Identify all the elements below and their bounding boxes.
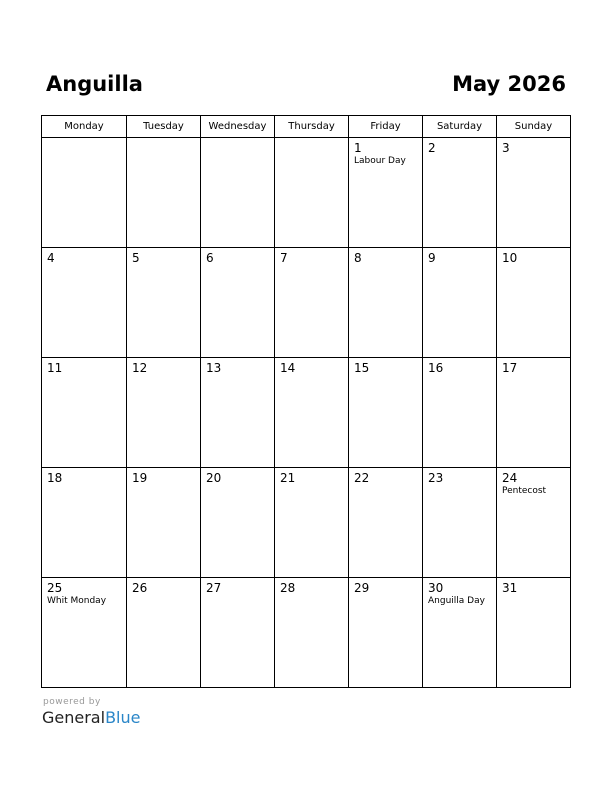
day-cell — [497, 358, 571, 468]
day-number: 20 — [206, 471, 222, 485]
holiday-label — [497, 595, 570, 596]
day-cell — [127, 358, 201, 468]
day-cell — [42, 138, 127, 248]
holiday-label — [497, 155, 570, 156]
day-number: 15 — [354, 361, 370, 375]
day-cell — [349, 248, 423, 358]
day-number: 31 — [502, 581, 518, 595]
holiday-label — [127, 141, 200, 142]
day-cell — [275, 358, 349, 468]
day-number: 11 — [47, 361, 63, 375]
week-row — [42, 468, 571, 578]
holiday-label — [497, 265, 570, 266]
day-number: 7 — [280, 251, 288, 265]
holiday-label — [201, 265, 274, 266]
day-cell — [497, 578, 571, 688]
day-number: 12 — [132, 361, 148, 375]
day-cell — [423, 248, 497, 358]
day-cell — [42, 578, 127, 688]
day-number: 16 — [428, 361, 444, 375]
day-cell — [349, 358, 423, 468]
holiday-label — [201, 141, 274, 142]
weekday-saturday: Saturday — [423, 116, 497, 138]
holiday-label — [275, 375, 348, 376]
day-number: 10 — [502, 251, 518, 265]
holiday-label — [42, 141, 126, 142]
generalblue-logo[interactable] — [42, 708, 140, 728]
holiday-label — [201, 375, 274, 376]
day-cell — [42, 248, 127, 358]
holiday-label — [42, 485, 126, 486]
day-cell — [201, 248, 275, 358]
weekday-wednesday: Wednesday — [201, 116, 275, 138]
holiday-label — [127, 375, 200, 376]
weekday-header-row — [42, 116, 571, 138]
holiday-label — [349, 595, 422, 596]
day-number: 21 — [280, 471, 296, 485]
holiday-label: Anguilla Day — [428, 596, 485, 606]
holiday-label — [423, 485, 496, 486]
weekday-monday: Monday — [42, 116, 127, 138]
holiday-label — [127, 485, 200, 486]
holiday-label — [275, 595, 348, 596]
day-number: 26 — [132, 581, 148, 595]
brand-blue-text: Blue — [105, 708, 141, 727]
day-cell — [201, 578, 275, 688]
holiday-label: Labour Day — [354, 156, 406, 166]
calendar-grid — [41, 115, 571, 688]
day-number: 1 — [354, 141, 362, 155]
day-number: 3 — [502, 141, 510, 155]
holiday-label — [275, 485, 348, 486]
day-number: 30 — [428, 581, 444, 595]
holiday-label — [201, 485, 274, 486]
day-number: 8 — [354, 251, 362, 265]
holiday-label — [275, 141, 348, 142]
day-cell — [42, 468, 127, 578]
holiday-label — [349, 485, 422, 486]
day-cell — [349, 468, 423, 578]
holiday-label — [275, 265, 348, 266]
holiday-label: Pentecost — [502, 486, 547, 496]
week-row — [42, 248, 571, 358]
day-number: 17 — [502, 361, 518, 375]
day-number: 2 — [428, 141, 436, 155]
day-cell — [127, 138, 201, 248]
day-cell — [275, 468, 349, 578]
holiday-label — [423, 265, 496, 266]
holiday-label — [127, 595, 200, 596]
holiday-label — [127, 265, 200, 266]
day-number: 29 — [354, 581, 370, 595]
holiday-label — [42, 375, 126, 376]
week-row — [42, 578, 571, 688]
holiday-label — [201, 595, 274, 596]
day-number: 6 — [206, 251, 214, 265]
day-number: 14 — [280, 361, 296, 375]
holiday-label — [497, 375, 570, 376]
holiday-label: Whit Monday — [47, 596, 107, 606]
day-number: 9 — [428, 251, 436, 265]
day-number: 22 — [354, 471, 370, 485]
day-cell — [201, 468, 275, 578]
day-cell — [423, 358, 497, 468]
day-cell — [497, 468, 571, 578]
day-number: 24 — [502, 471, 518, 485]
day-cell — [42, 358, 127, 468]
day-number: 23 — [428, 471, 444, 485]
powered-by-label: powered by — [43, 697, 101, 707]
week-row — [42, 358, 571, 468]
day-cell — [349, 138, 423, 248]
weekday-thursday: Thursday — [275, 116, 349, 138]
day-cell — [497, 138, 571, 248]
weekday-tuesday: Tuesday — [127, 116, 201, 138]
day-cell — [275, 138, 349, 248]
day-cell — [127, 578, 201, 688]
day-cell — [423, 468, 497, 578]
day-cell — [201, 138, 275, 248]
day-number: 28 — [280, 581, 296, 595]
holiday-label — [349, 265, 422, 266]
month-year-title: May 2026 — [452, 72, 566, 96]
weekday-friday: Friday — [349, 116, 423, 138]
weekday-sunday: Sunday — [497, 116, 571, 138]
day-number: 13 — [206, 361, 222, 375]
day-cell — [275, 248, 349, 358]
day-cell — [497, 248, 571, 358]
holiday-label — [42, 265, 126, 266]
day-cell — [349, 578, 423, 688]
day-number: 27 — [206, 581, 222, 595]
day-cell — [275, 578, 349, 688]
holiday-label — [423, 375, 496, 376]
day-cell — [127, 468, 201, 578]
day-number: 18 — [47, 471, 63, 485]
day-cell — [423, 138, 497, 248]
country-title: Anguilla — [46, 72, 143, 96]
day-number: 19 — [132, 471, 148, 485]
week-row — [42, 138, 571, 248]
day-cell — [127, 248, 201, 358]
brand-general-text: General — [42, 708, 106, 727]
day-number: 5 — [132, 251, 140, 265]
day-number: 25 — [47, 581, 63, 595]
day-number: 4 — [47, 251, 55, 265]
holiday-label — [349, 375, 422, 376]
day-cell — [201, 358, 275, 468]
day-cell — [423, 578, 497, 688]
holiday-label — [423, 155, 496, 156]
